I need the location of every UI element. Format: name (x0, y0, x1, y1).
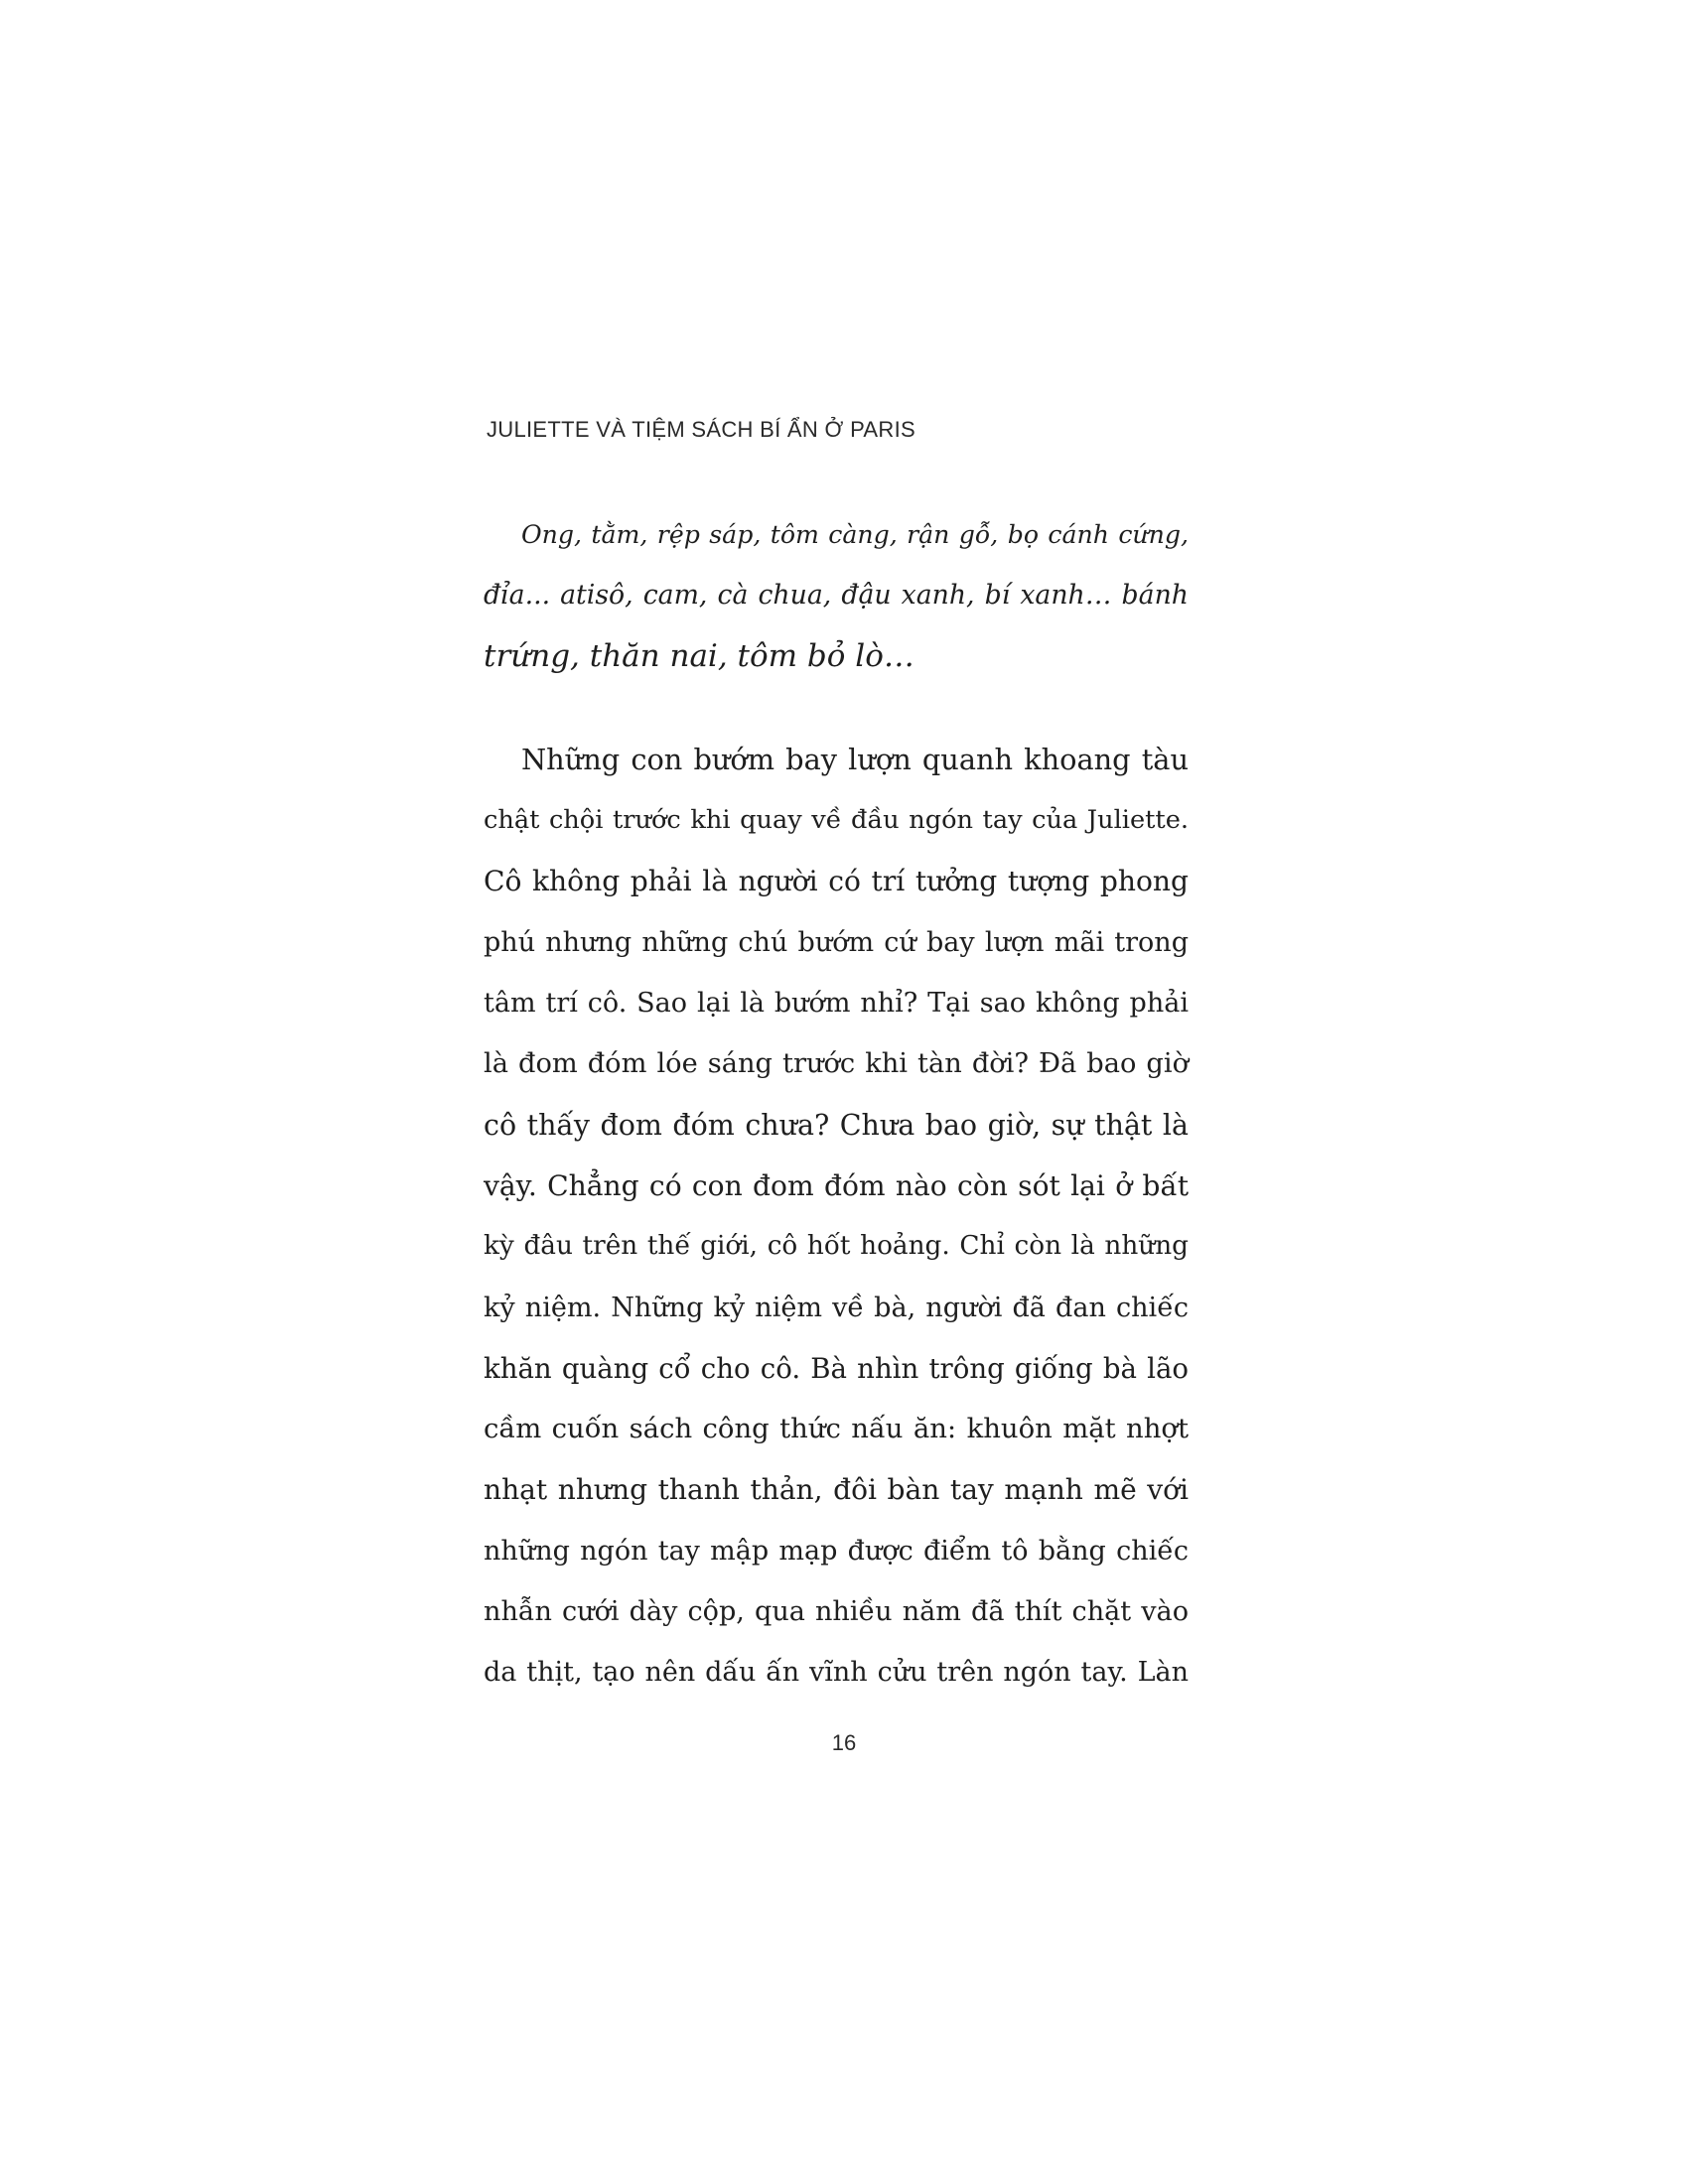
italic-paragraph (484, 504, 1189, 687)
body-text (484, 504, 1189, 1704)
text-line: da thịt, tạo nên dấu ấn vĩnh cửu trên ngón tay. Làn (484, 1657, 1189, 1689)
page-number: 16 (831, 1730, 857, 1755)
text-line: kỷ niệm. Những kỷ niệm về bà, người đã đan chiếc (484, 1292, 1189, 1323)
text-line: cầm cuốn sách công thức nấu ăn: khuôn mặt nhợt (484, 1414, 1189, 1445)
text-line: phú nhưng những chú bướm cứ bay lượn mãi trong (484, 926, 1189, 958)
text-line: khăn quàng cổ cho cô. Bà nhìn trông giống bà lão (484, 1351, 1189, 1385)
text-line: Ong, tằm, rệp sáp, tôm càng, rận gỗ, bọ cánh cứng, (521, 520, 1189, 549)
text-line: cô thấy đom đóm chưa? Chưa bao giờ, sự thật là (484, 1108, 1189, 1142)
text-line: Cô không phải là người có trí tưởng tượng phong (484, 865, 1189, 898)
text-line: chật chội trước khi quay về đầu ngón tay của Juliette. (484, 805, 1189, 836)
text-line: là đom đóm lóe sáng trước khi tàn đời? Đã bao giờ (484, 1048, 1189, 1080)
text-line: Những con bướm bay lượn quanh khoang tàu (521, 742, 1189, 776)
text-line: tâm trí cô. Sao lại là bướm nhỉ? Tại sao không phải (484, 988, 1189, 1020)
text-line: nhạt nhưng thanh thản, đôi bàn tay mạnh mẽ với (484, 1473, 1189, 1507)
text-line: những ngón tay mập mạp được điểm tô bằng chiếc (484, 1535, 1189, 1567)
text-line: kỳ đâu trên thế giới, cô hốt hoảng. Chỉ còn là những (484, 1231, 1189, 1262)
text-line: nhẫn cưới dày cộp, qua nhiều năm đã thít chặt vào (484, 1596, 1189, 1628)
text-line: trứng, thăn nai, tôm bỏ lò… (484, 637, 914, 674)
text-line: đỉa... atisô, cam, cà chua, đậu xanh, bí xanh… bánh (484, 580, 1189, 612)
paragraph-spacer (484, 687, 1189, 730)
text-line: vậy. Chẳng có con đom đóm nào còn sót lại ở bất (484, 1168, 1189, 1202)
running-header: JULIETTE VÀ TIỆM SÁCH BÍ ẨN Ở PARIS (487, 417, 915, 442)
main-paragraph (484, 730, 1189, 1704)
